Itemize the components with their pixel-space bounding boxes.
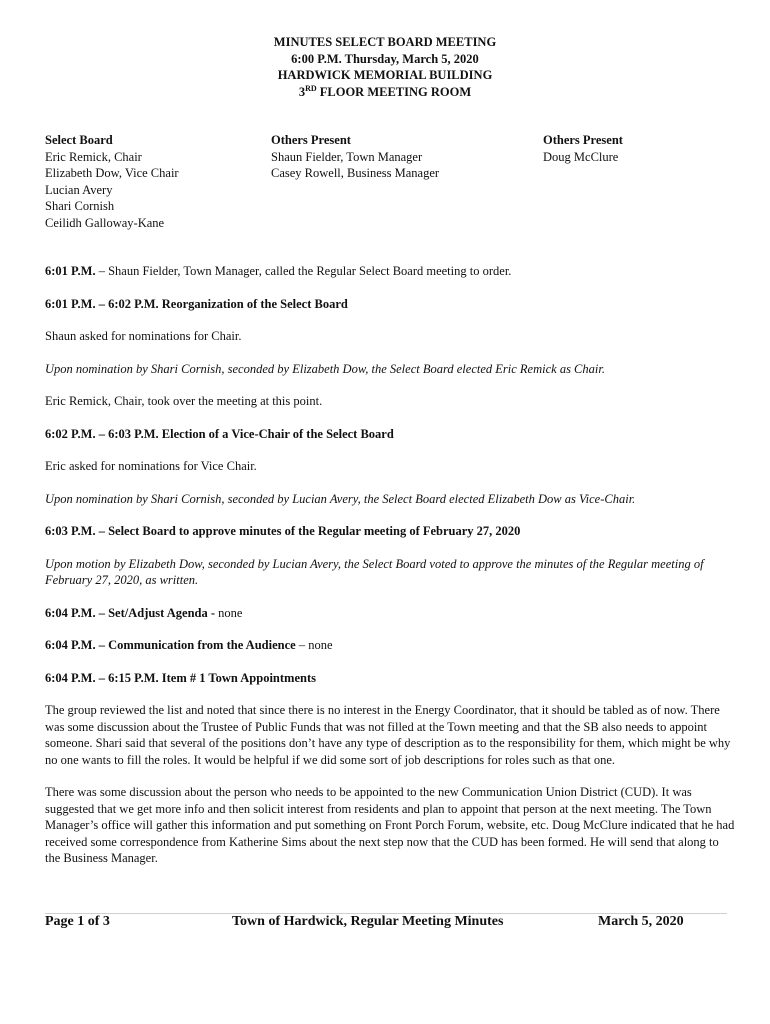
attendee-name: Shaun Fielder, Town Manager	[271, 149, 423, 164]
attendee-name: Casey Rowell, Business Manager	[271, 166, 440, 180]
minutes-paragraph: Eric Remick, Chair, took over the meeting at this point.	[45, 394, 323, 408]
motion-text: Upon nomination by Shari Cornish, seconded by Lucian Avery, the Select Board elected Elizabeth Dow as Vice-Chair.	[45, 491, 636, 506]
header-title: MINUTES SELECT BOARD MEETING	[273, 35, 497, 49]
attendance-heading: Others Present	[271, 133, 351, 147]
header-building: HARDWICK MEMORIAL BUILDING	[277, 68, 493, 82]
attendance-select-board	[45, 132, 179, 231]
minutes-paragraph: Shaun asked for nominations for Chair.	[45, 329, 242, 343]
attendee-name: Eric Remick, Chair	[45, 149, 142, 164]
attendee-name: Doug McClure	[543, 149, 619, 164]
footer-title: Town of Hardwick, Regular Meeting Minutes	[232, 914, 504, 929]
header-datetime: 6:00 P.M. Thursday, March 5, 2020	[291, 51, 479, 66]
section-audience: 6:04 P.M. – Communication from the Audience – none	[45, 638, 333, 652]
minutes-paragraph: Eric asked for nominations for Vice Chair.	[45, 459, 257, 473]
section-heading-approve-minutes: 6:03 P.M. – Select Board to approve minutes of the Regular meeting of February 27, 2020	[45, 524, 521, 538]
footer-page-number: Page 1 of 3	[45, 914, 110, 929]
attendee-name: Lucian Avery	[45, 182, 113, 197]
section-heading-town-appointments: 6:04 P.M. – 6:15 P.M. Item # 1 Town Appointments	[45, 670, 316, 685]
minutes-paragraph: The group reviewed the list and noted that since there is no interest in the Energy Coordinator, that it should be tabled as of now. There was some discussion about the Trustee of Public Funds that was not filled at the Town meeting and that the SB also needs to appoint someone. Shari said that several of the positions don’t have any type of description as to the responsibility for them, which might be why no one wants to fill the roles. It would be helpful if we did some sort of job descriptions for roles such as that one.	[45, 703, 731, 767]
motion-text: Upon nomination by Shari Cornish, seconded by Elizabeth Dow, the Select Board elected Eric Remick as Chair.	[45, 361, 605, 376]
section-heading-reorganization: 6:01 P.M. – 6:02 P.M. Reorganization of the Select Board	[45, 296, 348, 311]
attendance-heading: Select Board	[45, 133, 113, 147]
header-room: 3RD FLOOR MEETING ROOM	[298, 83, 472, 99]
attendee-name: Shari Cornish	[45, 199, 115, 213]
attendance-heading: Others Present	[543, 133, 623, 147]
minutes-paragraph: There was some discussion about the person who needs to be appointed to the new Communication Union District (CUD). It was suggested that we get more info and then solicit interest from residents and plan to appoint that person at the next meeting. The Town Manager’s office will gather this information and put something on Front Porch Forum, website, etc. Doug McClure indicated that he had received some correspondence from Katherine Sims about the next step now that the CUD has been formed. He will send that along to the Business Manager.	[45, 785, 735, 865]
section-agenda: 6:04 P.M. – Set/Adjust Agenda - none	[45, 605, 243, 620]
attendance-others-present-2	[543, 132, 623, 165]
attendance-others-present-1	[271, 132, 439, 182]
footer-date: March 5, 2020	[598, 914, 684, 929]
attendee-name: Elizabeth Dow, Vice Chair	[45, 166, 179, 180]
minutes-body	[45, 263, 735, 883]
minutes-call-to-order: 6:01 P.M. – Shaun Fielder, Town Manager, called the Regular Select Board meeting to order.	[45, 264, 512, 278]
document-header	[0, 34, 770, 100]
attendee-name: Ceilidh Galloway-Kane	[45, 215, 165, 230]
section-heading-vice-chair: 6:02 P.M. – 6:03 P.M. Election of a Vice-Chair of the Select Board	[45, 426, 394, 441]
motion-text: Upon motion by Elizabeth Dow, seconded by Lucian Avery, the Select Board voted to approve the minutes of the Regular meeting of February 27, 2020, as written.	[45, 556, 704, 587]
